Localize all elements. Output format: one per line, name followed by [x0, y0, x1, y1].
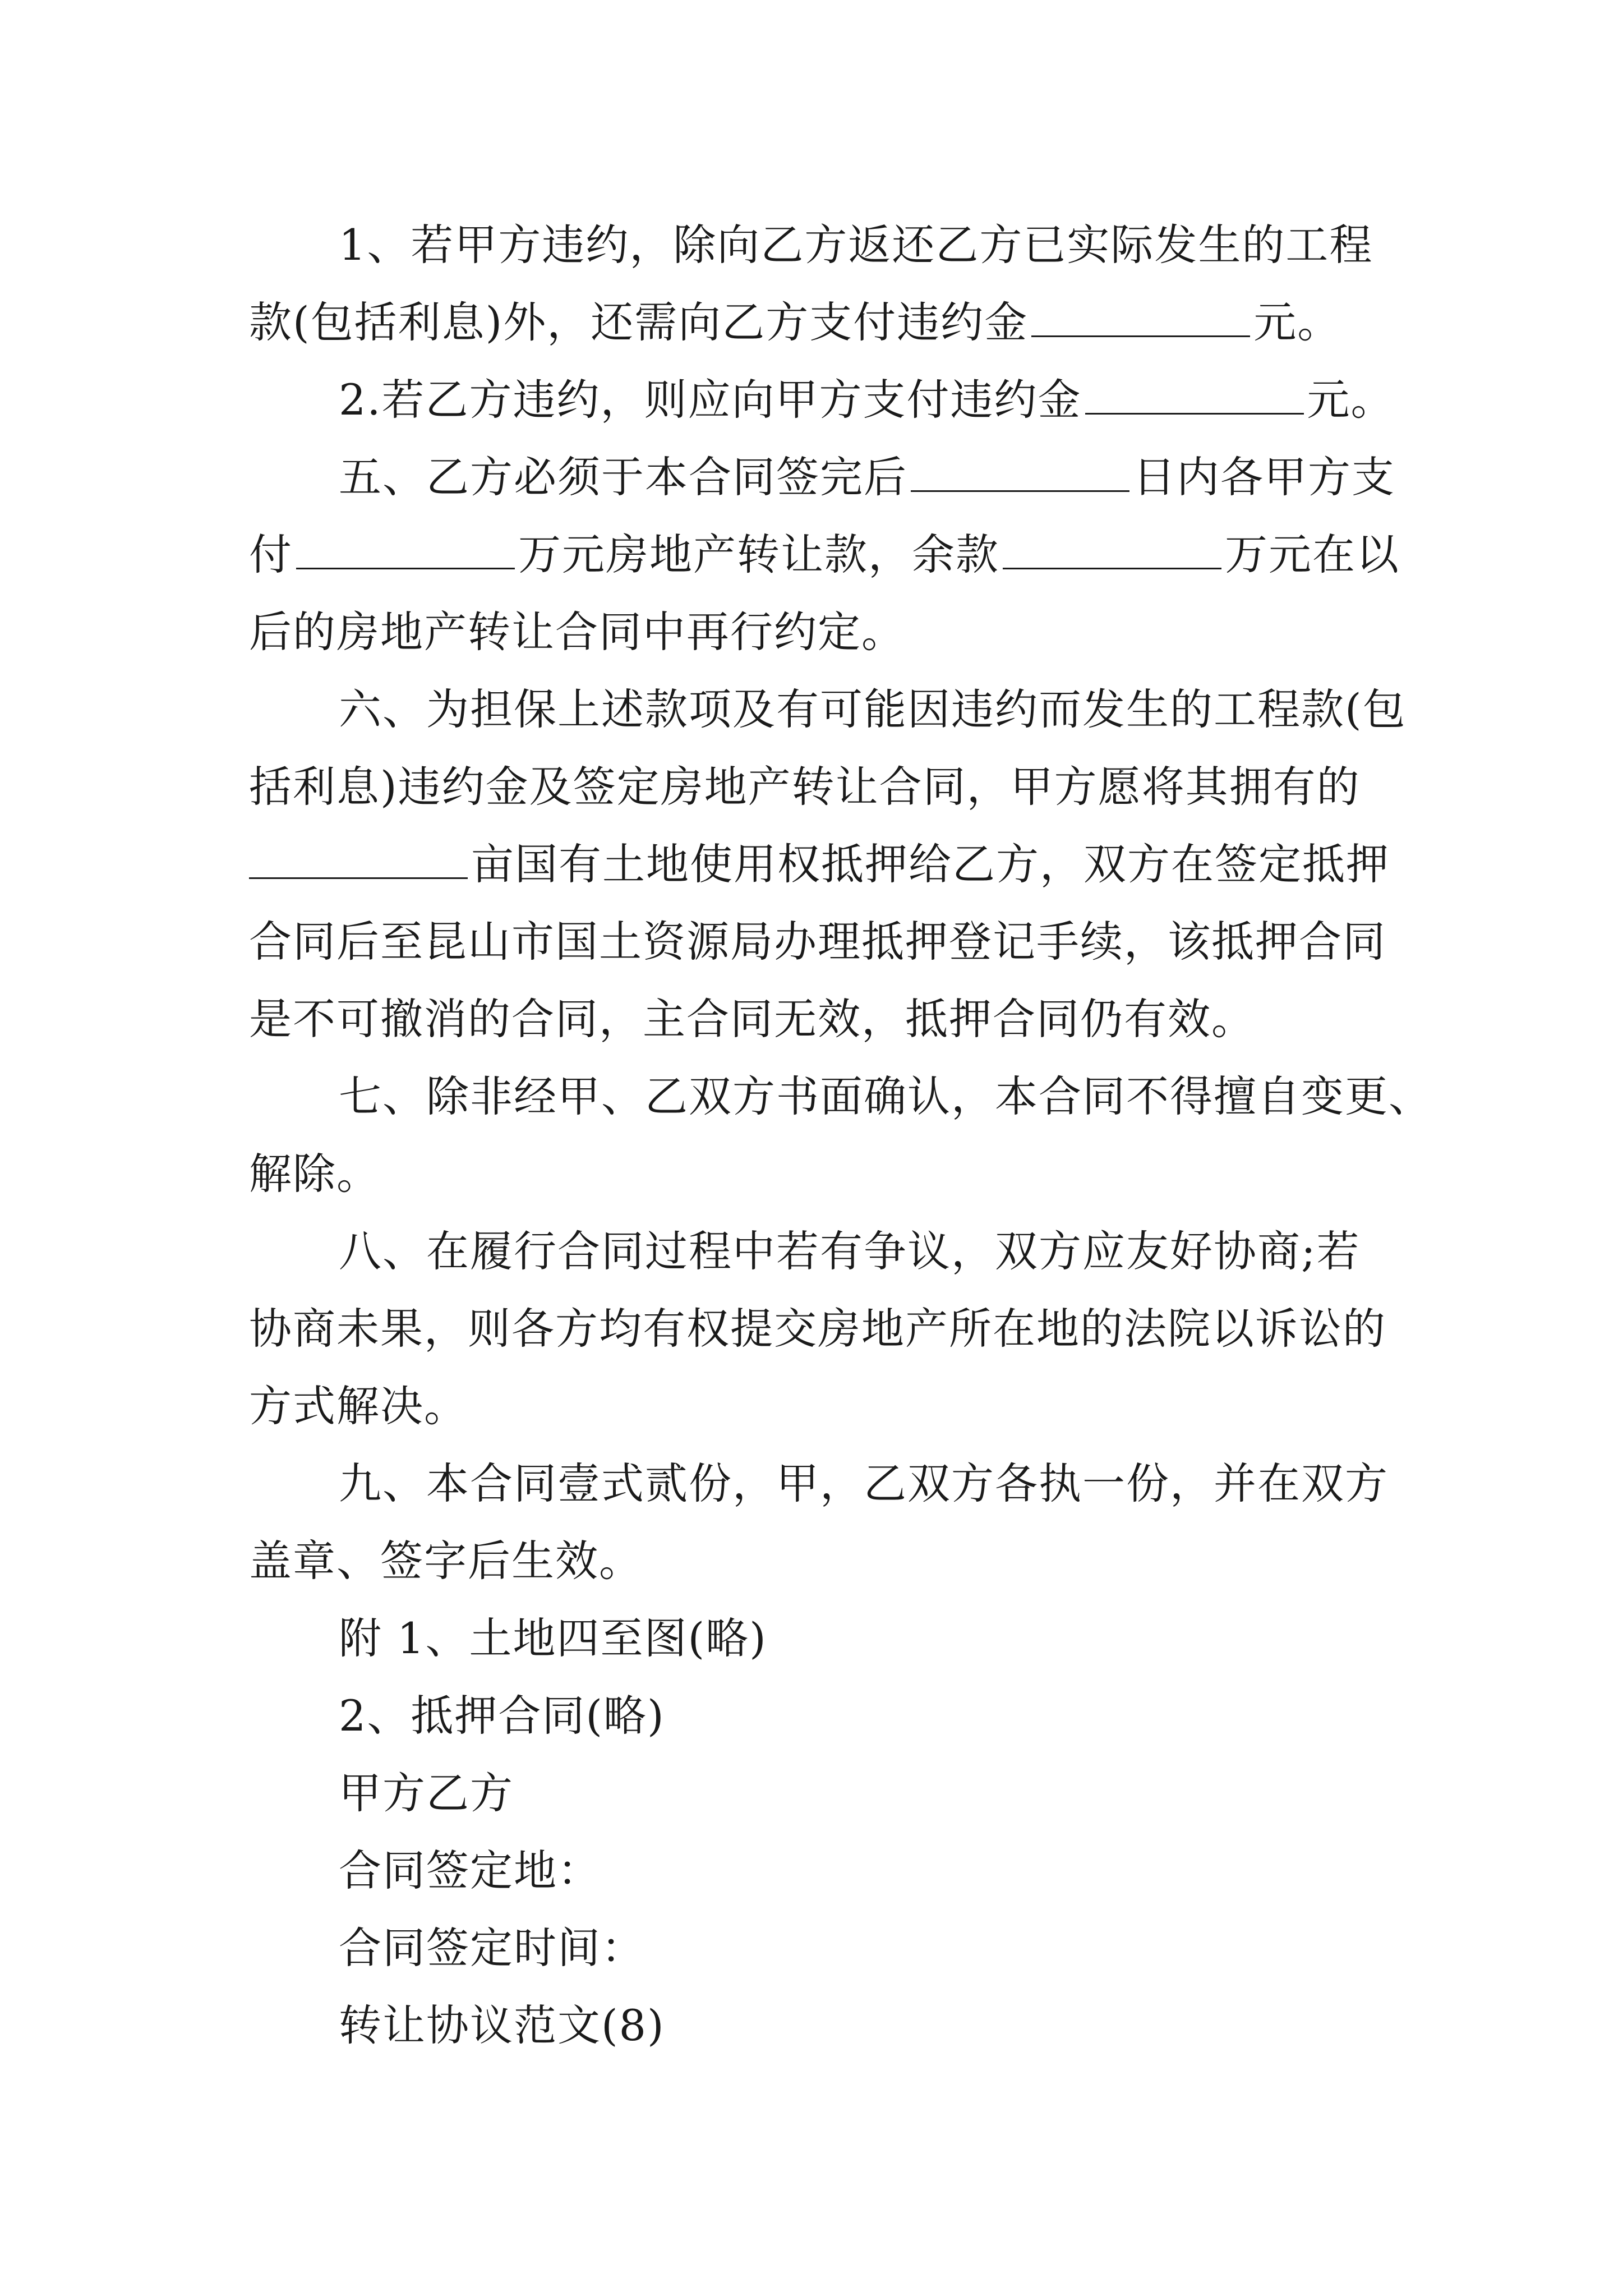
text: 合同签定时间： [339, 1923, 645, 1973]
clause-4-1-line-1 [249, 206, 1387, 284]
text: 后的房地产转让合同中再行约定。 [249, 607, 905, 657]
clause-4-2-line-1 [249, 361, 1395, 439]
clause-4-1-line-2 [249, 284, 1387, 361]
clause-6-line-1 [249, 671, 1407, 748]
text: 2、抵押合同(略) [339, 1691, 665, 1741]
blank-field-days[interactable] [911, 451, 1129, 492]
clause-8-line-3 [249, 1368, 1387, 1445]
text: 甲方乙方 [339, 1768, 514, 1818]
text: 九、本合同壹式贰份，甲，乙双方各执一份，并在双方 [339, 1458, 1389, 1508]
blank-field-area[interactable] [249, 838, 468, 879]
text: 万元在以 [1225, 530, 1400, 579]
clause-6-line-2 [249, 748, 1387, 826]
clause-7-line-2 [249, 1135, 1387, 1213]
text: 盖章、签字后生效。 [249, 1536, 643, 1586]
text: 2.若乙方违约，则应向甲方支付违约金 [339, 375, 1082, 425]
text: 合同后至昆山市国土资源局办理抵押登记手续，该抵押合同 [249, 917, 1386, 967]
clause-9-line-1 [249, 1445, 1387, 1522]
clause-5-line-3 [249, 593, 1387, 671]
clause-5-line-2 [249, 516, 1400, 593]
text: 付 [249, 530, 293, 579]
clause-7-line-1 [249, 1058, 1432, 1135]
clause-8-line-2 [249, 1290, 1387, 1368]
text: 解除。 [249, 1149, 380, 1199]
document-body [249, 206, 1432, 2064]
text: 协商未果，则各方均有权提交房地产所在地的法院以诉讼的 [249, 1304, 1386, 1354]
text: 七、除非经甲、乙双方书面确认，本合同不得擅自变更、 [339, 1071, 1432, 1121]
text: 方式解决。 [249, 1381, 468, 1431]
text: 元。 [1253, 297, 1341, 347]
blank-field-balance[interactable] [1003, 528, 1221, 569]
attachment-1 [249, 1600, 1387, 1677]
text: 亩国有土地使用权抵押给乙方，双方在签定抵押 [471, 839, 1390, 889]
clause-5-line-1 [249, 439, 1395, 516]
clause-6-line-5 [249, 981, 1387, 1058]
text: 元。 [1307, 375, 1395, 425]
clause-6-line-4 [249, 903, 1387, 981]
clause-8-line-1 [249, 1213, 1387, 1290]
attachment-2 [249, 1677, 1387, 1755]
blank-field-penalty-b[interactable] [1085, 374, 1304, 415]
blank-field-payment[interactable] [296, 528, 515, 569]
clause-6-line-3 [249, 826, 1390, 903]
clause-9-line-2 [249, 1522, 1387, 1600]
next-section-heading [249, 1987, 1387, 2064]
text: 六、为担保上述款项及有可能因违约而发生的工程款(包 [339, 684, 1407, 734]
signing-time [249, 1910, 1387, 1987]
text: 括利息)违约金及签定房地产转让合同，甲方愿将其拥有的 [249, 762, 1361, 812]
text: 是不可撤消的合同，主合同无效，抵押合同仍有效。 [249, 994, 1255, 1044]
party-signatures [249, 1755, 1387, 1832]
text: 五、乙方必须于本合同签完后 [339, 452, 907, 502]
blank-field-penalty-a[interactable] [1031, 296, 1250, 337]
text: 日内各甲方支 [1133, 452, 1395, 502]
text: 合同签定地： [339, 1846, 601, 1895]
text: 八、在履行合同过程中若有争议，双方应友好协商;若 [339, 1226, 1361, 1276]
text: 万元房地产转让款，余款 [518, 530, 999, 579]
text: 附 1、土地四至图(略) [339, 1613, 767, 1663]
text: 转让协议范文(8) [339, 2000, 665, 2050]
text: 款(包括利息)外，还需向乙方支付违约金 [249, 297, 1029, 347]
signing-place [249, 1832, 1387, 1910]
text: 1、若甲方违约，除向乙方返还乙方已实际发生的工程 [339, 220, 1373, 270]
